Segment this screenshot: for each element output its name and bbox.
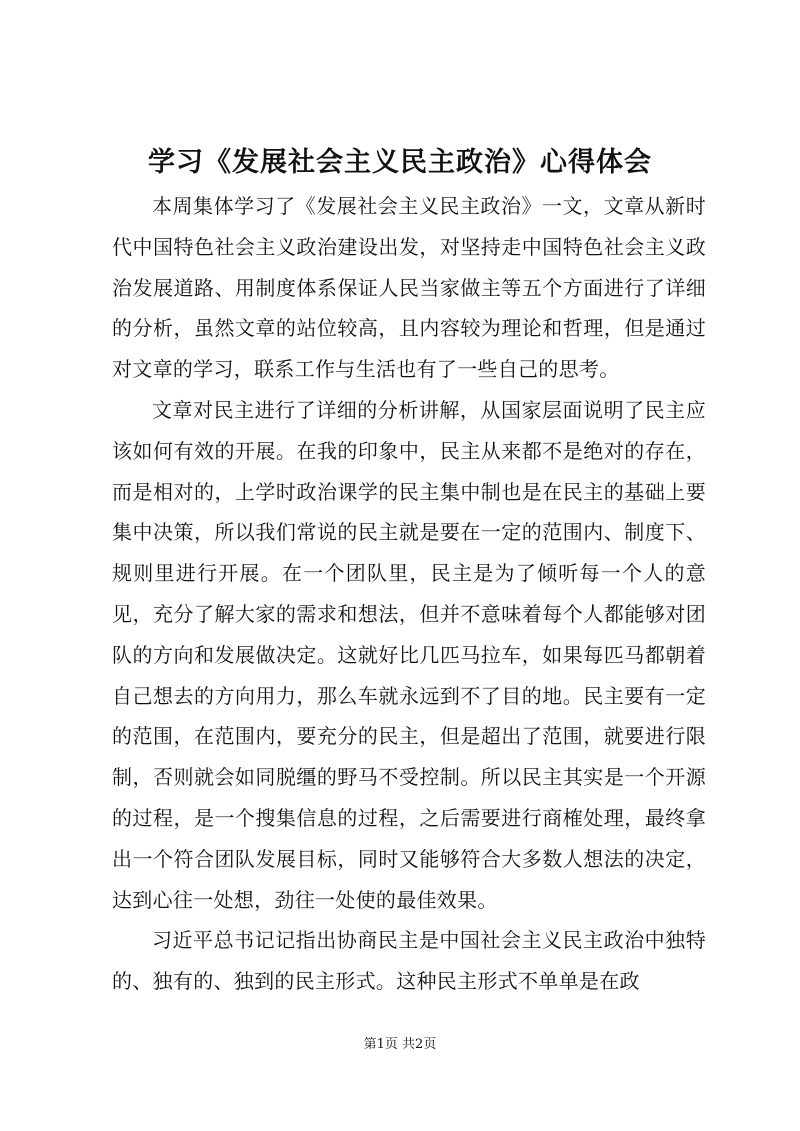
page-footer: 第1页 共2页 (363, 1037, 437, 1052)
paragraph-3: 习近平总书记记指出协商民主是中国社会主义民主政治中独特的、独有的、独到的民主形式。这种民主形式不单单是在政 (112, 928, 706, 994)
paragraph-1: 本周集体学习了《发展社会主义民主政治》一文，文章从新时代中国特色社会主义政治建设出发，对坚持走中国特色社会主义政治发展道路、用制度体系保证人民当家做主等五个方面进行了详细的分析，虽然文章的站位较高，且内容较为理论和哲理，但是通过对文章的学习，联系工作与生活也有了一些自己的思考。 (112, 194, 706, 382)
paragraph-2: 文章对民主进行了详细的分析讲解，从国家层面说明了民主应该如何有效的开展。在我的印象中，民主从来都不是绝对的存在，而是相对的，上学时政治课学的民主集中制也是在民主的基础上要集中决策，所以我们常说的民主就是要在一定的范围内、制度下、规则里进行开展。在一个团队里，民主是为了倾听每一个人的意见，充分了解大家的需求和想法，但并不意味着每个人都能够对团队的方向和发展做决定。这就好比几匹马拉车，如果每匹马都朝着自己想去的方向用力，那么车就永远到不了目的地。民主要有一定的范围，在范围内，要充分的民主，但是超出了范围，就要进行限制，否则就会如同脱缰的野马不受控制。所以民主其实是一个开源的过程，是一个搜集信息的过程，之后需要进行商榷处理，最终拿出一个符合团队发展目标，同时又能够符合大多数人想法的决定，达到心往一处想，劲往一处使的最佳效果。 (112, 397, 706, 912)
document-title: 学习《发展社会主义民主政治》心得体会 (148, 147, 652, 178)
document-body (112, 186, 706, 1002)
